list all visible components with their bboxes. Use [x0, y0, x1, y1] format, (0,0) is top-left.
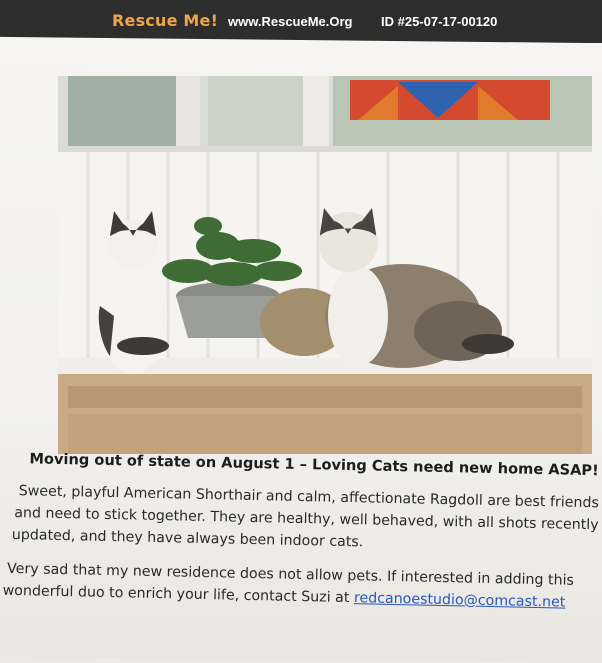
listing-id: ID #25-07-17-00120 [381, 14, 498, 29]
para1-line: updated, and they have always been indoor cats. [11, 526, 364, 551]
para2-text: wonderful duo to enrich your life, contact Suzi at [2, 582, 355, 607]
site-link[interactable]: www.RescueMe.Org [228, 14, 353, 29]
para2-line [3, 584, 566, 610]
flyer-headline: Moving out of state on August 1 – Loving Cats need new home ASAP! [29, 450, 599, 480]
para2-line: Very sad that my new residence does not allow pets. If interested in adding this [6, 560, 575, 589]
para1-line: and need to stick together. They are healthy, well behaved, with all shots recently [14, 505, 599, 534]
contact-email-link[interactable]: redcanoestudio@comcast.net [353, 590, 566, 611]
para1-line: Sweet, playful American Shorthair and calm, affectionate Ragdoll are best friends [18, 483, 600, 512]
brand-logo[interactable]: Rescue Me! [112, 11, 219, 30]
